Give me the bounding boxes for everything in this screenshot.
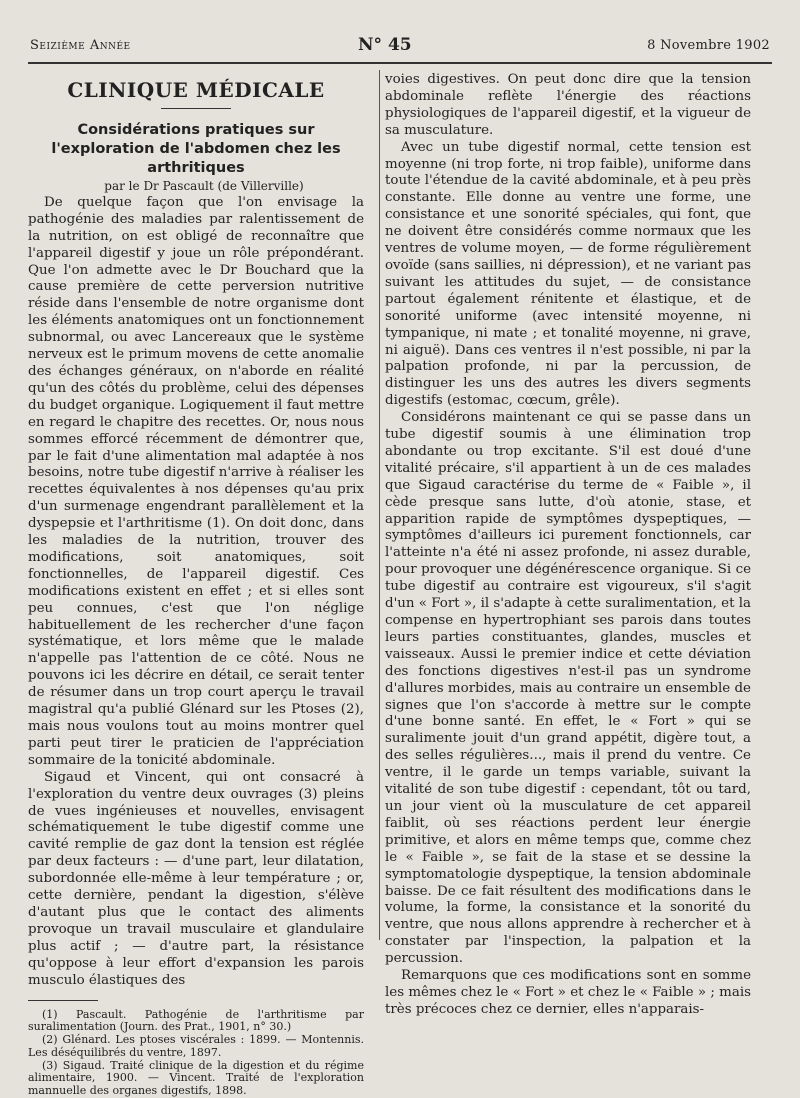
body-paragraph: De quelque façon que l'on envisage la pathogénie des maladies par ralentissement de la nutrition, on est obligé de reconnaître que l'appareil digestif y joue un rôle prépondérant. Que l'on admette avec le Dr Bouchard que la cause première de cette perversion nutritive réside dans l'ensemble de notre organisme dont les éléments anatomiques ont un fonctionnement subnormal, ou avec Lancereaux que le système nerveux est le primum movens de cette anomalie des échanges généraux, on n'aborde en réalité qu'un des côtés du problème, celui des dépenses du budget organique. Logiquement il faut mettre en regard le chapitre des recettes. Or, nous nous sommes efforcé récemment de démontrer que, par le fait d'une alimentation mal adaptée à nos besoins, notre tube digestif n'arrive à réaliser les recettes équivalentes à nos dépenses qu'au prix d'un surmenage engendrant parallèlement et la dyspepsie et l'arthritisme (1). On doit donc, dans les maladies de la nutrition, trouver des modifications, soit anatomiques, soit fonctionnelles, de l'appareil digestif. Ces modifications existent en effet ; et si elles sont peu connues, c'est que l'on néglige habituellement de les rechercher d'une façon systématique, et lors même que le malade n'appelle pas l'attention de ce côté. Nous ne pouvons ici les décrire en détail, ce serait tenter de résumer dans un trop court aperçu le travail magistral qu'a publié Glénard sur les Ptoses (2), mais nous voulons tout au moins montrer quel parti peut tirer le praticien de l'appréciation sommaire de la tonicité abdominale. [28,195,364,770]
body-paragraph: Avec un tube digestif normal, cette tension est moyenne (ni trop forte, ni trop faible), uniforme dans toute l'étendue de la cavité abdominale, et à peu près constante. Elle donne au ventre une forme, une consistance et une sonorité spéciales, qui font, que ne doivent être considérés comme normaux que les ventres de volume moyen, — de forme régulièrement ovoïde (sans saillies, ni dépression), et ne variant pas suivant les attitudes du sujet, — de consistance partout également rénitente et élastique, et de sonorité uniforme (avec intensité moyenne, ni tympanique, ni mate ; et tonalité moyenne, ni grave, ni aiguë). Dans ces ventres il n'est possible, ni par la palpation profonde, ni par la percussion, de distinguer les uns des autres les divers segments digestifs (estomac, cœcum, grêle). [385,140,751,411]
right-column [385,72,751,1019]
footnote: (2) Glénard. Les ptoses viscérales : 1899. — Montennis. Les déséquilibrés du ventre, 1897. [28,1034,364,1060]
byline: par le Dr Pascault (de Villerville) [28,178,364,195]
body-paragraph: Considérons maintenant ce qui se passe dans un tube digestif soumis à une élimination trop abondante ou trop excitante. S'il est doué d'une vitalité précaire, s'il appartient à un de ces malades que Sigaud caractérise du terme de « Faible », il cède presque sans lutte, d'où atonie, stase, et apparition rapide de symptômes dyspeptiques, — symptômes d'ailleurs ici purement fonctionnels, car l'atteinte n'a été ni assez profonde, ni assez durable, pour provoquer une dégénérescence organique. Si ce tube digestif au contraire est vigoureux, s'il s'agit d'un « Fort », il s'adapte à cette suralimentation, et la compense en hypertrophiant ses parois dans toutes leurs parties constituantes, glandes, muscles et vaisseaux. Aussi le premier indice et cette déviation des fonctions digestives n'est-il pas un syndrome d'allures morbides, mais au contraire un ensemble de signes que l'on s'accorde à mettre sur le compte d'une bonne santé. En effet, le « Fort » qui se suralimente jouit d'un grand appétit, digère tout, a des selles régulières..., mais il prend du ventre. Ce ventre, il le garde un temps variable, suivant la vitalité de son tube digestif : cependant, tôt ou tard, un jour vient où la musculature de cet appareil faiblit, où ses réactions perdent leur énergie primitive, et alors en même temps que, comme chez le « Faible », se fait de la stase et se dessine la symptomatologie dyspeptique, la tension abdominale baisse. De ce fait résultent des modifications dans le volume, la forme, la consistance et la sonorité du ventre, que nous allons apprendre à rechercher et à constater par l'inspection, la palpation et la percussion. [385,410,751,968]
column-divider [379,70,380,940]
running-head [30,38,770,60]
footnote-rule [28,1000,98,1001]
volume-label: Seizième Année [30,38,131,53]
body-paragraph-continued: voies digestives. On peut donc dire que la tension abdominale reflète l'énergie des réactions physiologiques de l'appareil digestif, et la vigueur de sa musculature. [385,72,751,140]
left-column [28,72,364,1098]
issue-date: 8 Novembre 1902 [647,38,770,53]
body-paragraph: Sigaud et Vincent, qui ont consacré à l'exploration du ventre deux ouvrages (3) pleins de vues ingénieuses et nouvelles, envisagent schématiquement le tube digestif comme une cavité remplie de gaz dont la tension est réglée par deux facteurs : — d'une part, leur dilatation, subordonnée elle-même à leur température ; or, cette dernière, pendant la digestion, s'élève d'autant plus que le contact des aliments provoque un travail musculaire et glandulaire plus actif ; — d'autre part, la résistance qu'oppose à leur effort d'expansion les parois musculo élastiques des [28,770,364,990]
body-paragraph: Remarquons que ces modifications sont en somme les mêmes chez le « Fort » et chez le « Faible » ; mais très précoces chez ce dernier, elles n'apparais- [385,968,751,1019]
section-title: CLINIQUE MÉDICALE [28,78,364,102]
header-rule [28,62,772,64]
article-title: Considérations pratiques sur l'exploration de l'abdomen chez les arthritiques [28,121,364,178]
footnote: (3) Sigaud. Traité clinique de la digestion et du régime alimentaire, 1900. — Vincent. Traité de l'exploration mannuelle des organes digestifs, 1898. [28,1060,364,1098]
title-rule [161,108,231,109]
issue-number: N° 45 [358,35,412,55]
footnote: (1) Pascault. Pathogénie de l'arthritisme par suralimentation (Journ. des Prat., 1901, n° 30.) [28,1009,364,1035]
footnotes [28,1009,364,1098]
